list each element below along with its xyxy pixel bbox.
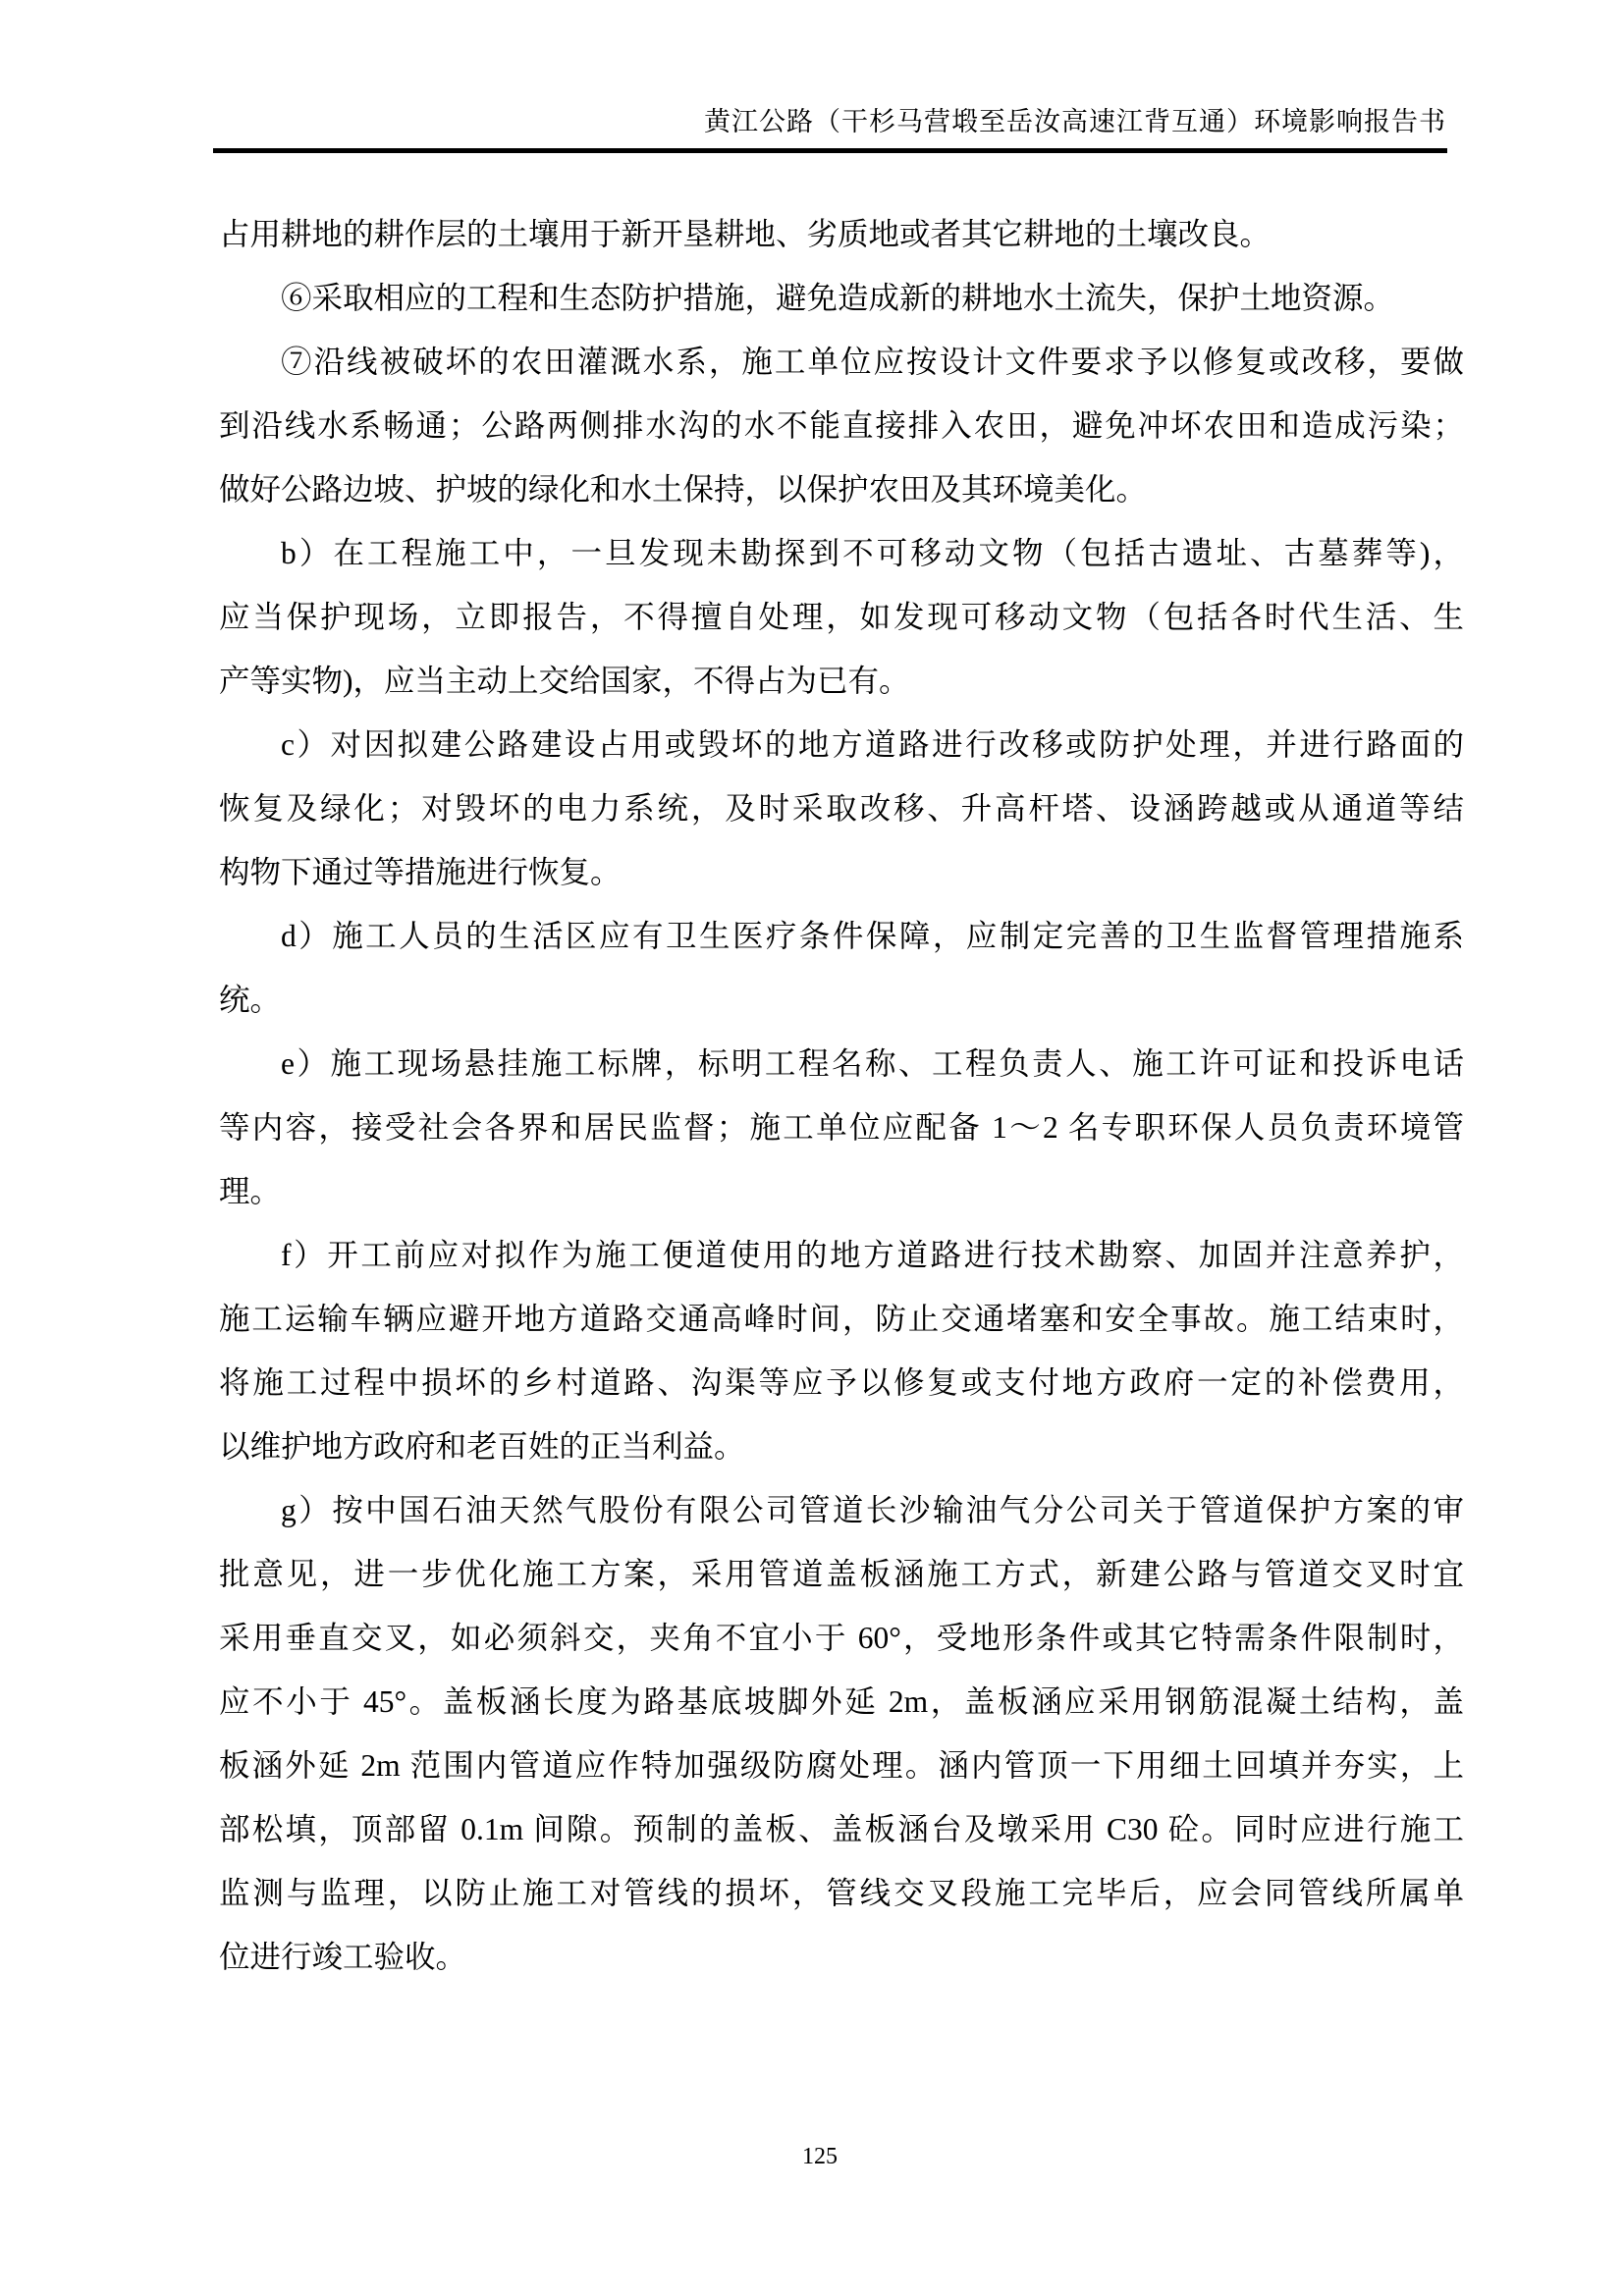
body-line: 板涵外延 2m 范围内管道应作特加强级防腐处理。涵内管顶一下用细土回填并夯实，上: [219, 1748, 1464, 1783]
body-line: e）施工现场悬挂施工标牌，标明工程名称、工程负责人、施工许可证和投诉电话: [281, 1046, 1464, 1081]
body-line: 到沿线水系畅通；公路两侧排水沟的水不能直接排入农田，避免冲坏农田和造成污染；: [219, 408, 1464, 443]
body-line: 批意见，进一步优化施工方案，采用管道盖板涵施工方式，新建公路与管道交叉时宜: [219, 1557, 1464, 1591]
body-line: 产等实物)，应当主动上交给国家，不得占为已有。: [219, 664, 910, 698]
body-line: 部松填，顶部留 0.1m 间隙。预制的盖板、盖板涵台及墩采用 C30 砼。同时应进行施工: [219, 1812, 1464, 1846]
document-body: [219, 202, 1464, 1989]
body-line: f）开工前应对拟作为施工便道使用的地方道路进行技术勘察、加固并注意养护，: [281, 1238, 1464, 1272]
body-line: 监测与监理，以防止施工对管线的损坏，管线交叉段施工完毕后，应会同管线所属单: [219, 1876, 1464, 1910]
body-line: d）施工人员的生活区应有卫生医疗条件保障，应制定完善的卫生监督管理措施系: [281, 919, 1464, 953]
body-line: 恢复及绿化；对毁坏的电力系统，及时采取改移、升高杆塔、设涵跨越或从通道等结: [219, 791, 1464, 826]
body-line: 位进行竣工验收。: [219, 1940, 467, 1974]
body-line: 理。: [219, 1174, 282, 1208]
body-line: 应当保护现场，立即报告，不得擅自处理，如发现可移动文物（包括各时代生活、生: [219, 600, 1464, 634]
page-number: 125: [802, 2144, 838, 2169]
body-line: 施工运输车辆应避开地方道路交通高峰时间，防止交通堵塞和安全事故。施工结束时，: [219, 1302, 1464, 1336]
body-line: 采用垂直交叉，如必须斜交，夹角不宜小于 60°，受地形条件或其它特需条件限制时，: [219, 1621, 1464, 1655]
body-line: ⑦沿线被破坏的农田灌溉水系，施工单位应按设计文件要求予以修复或改移，要做: [281, 345, 1464, 379]
body-line: 应不小于 45°。盖板涵长度为路基底坡脚外延 2m，盖板涵应采用钢筋混凝土结构，盖: [219, 1684, 1464, 1719]
body-line: 等内容，接受社会各界和居民监督；施工单位应配备 1～2 名专职环保人员负责环境管: [219, 1110, 1464, 1145]
page-header-title: 黄江公路（干杉马营塅至岳汝高速江背互通）环境影响报告书: [704, 107, 1446, 136]
body-line: 将施工过程中损坏的乡村道路、沟渠等应予以修复或支付地方政府一定的补偿费用，: [219, 1365, 1464, 1400]
body-line: 统。: [219, 983, 282, 1017]
body-line: 做好公路边坡、护坡的绿化和水土保持，以保护农田及其环境美化。: [219, 472, 1148, 507]
body-line: 构物下通过等措施进行恢复。: [219, 855, 622, 889]
body-line: c）对因拟建公路建设占用或毁坏的地方道路进行改移或防护处理，并进行路面的: [281, 727, 1464, 762]
body-line: 以维护地方政府和老百姓的正当利益。: [219, 1429, 745, 1464]
body-line: b）在工程施工中，一旦发现未勘探到不可移动文物（包括古遗址、古墓葬等)，: [281, 536, 1464, 570]
body-line: g）按中国石油天然气股份有限公司管道长沙输油气分公司关于管道保护方案的审: [281, 1493, 1464, 1527]
body-line: 占用耕地的耕作层的土壤用于新开垦耕地、劣质地或者其它耕地的土壤改良。: [219, 217, 1272, 251]
body-line: ⑥采取相应的工程和生态防护措施，避免造成新的耕地水土流失，保护土地资源。: [281, 281, 1395, 315]
header-rule: [213, 148, 1447, 153]
